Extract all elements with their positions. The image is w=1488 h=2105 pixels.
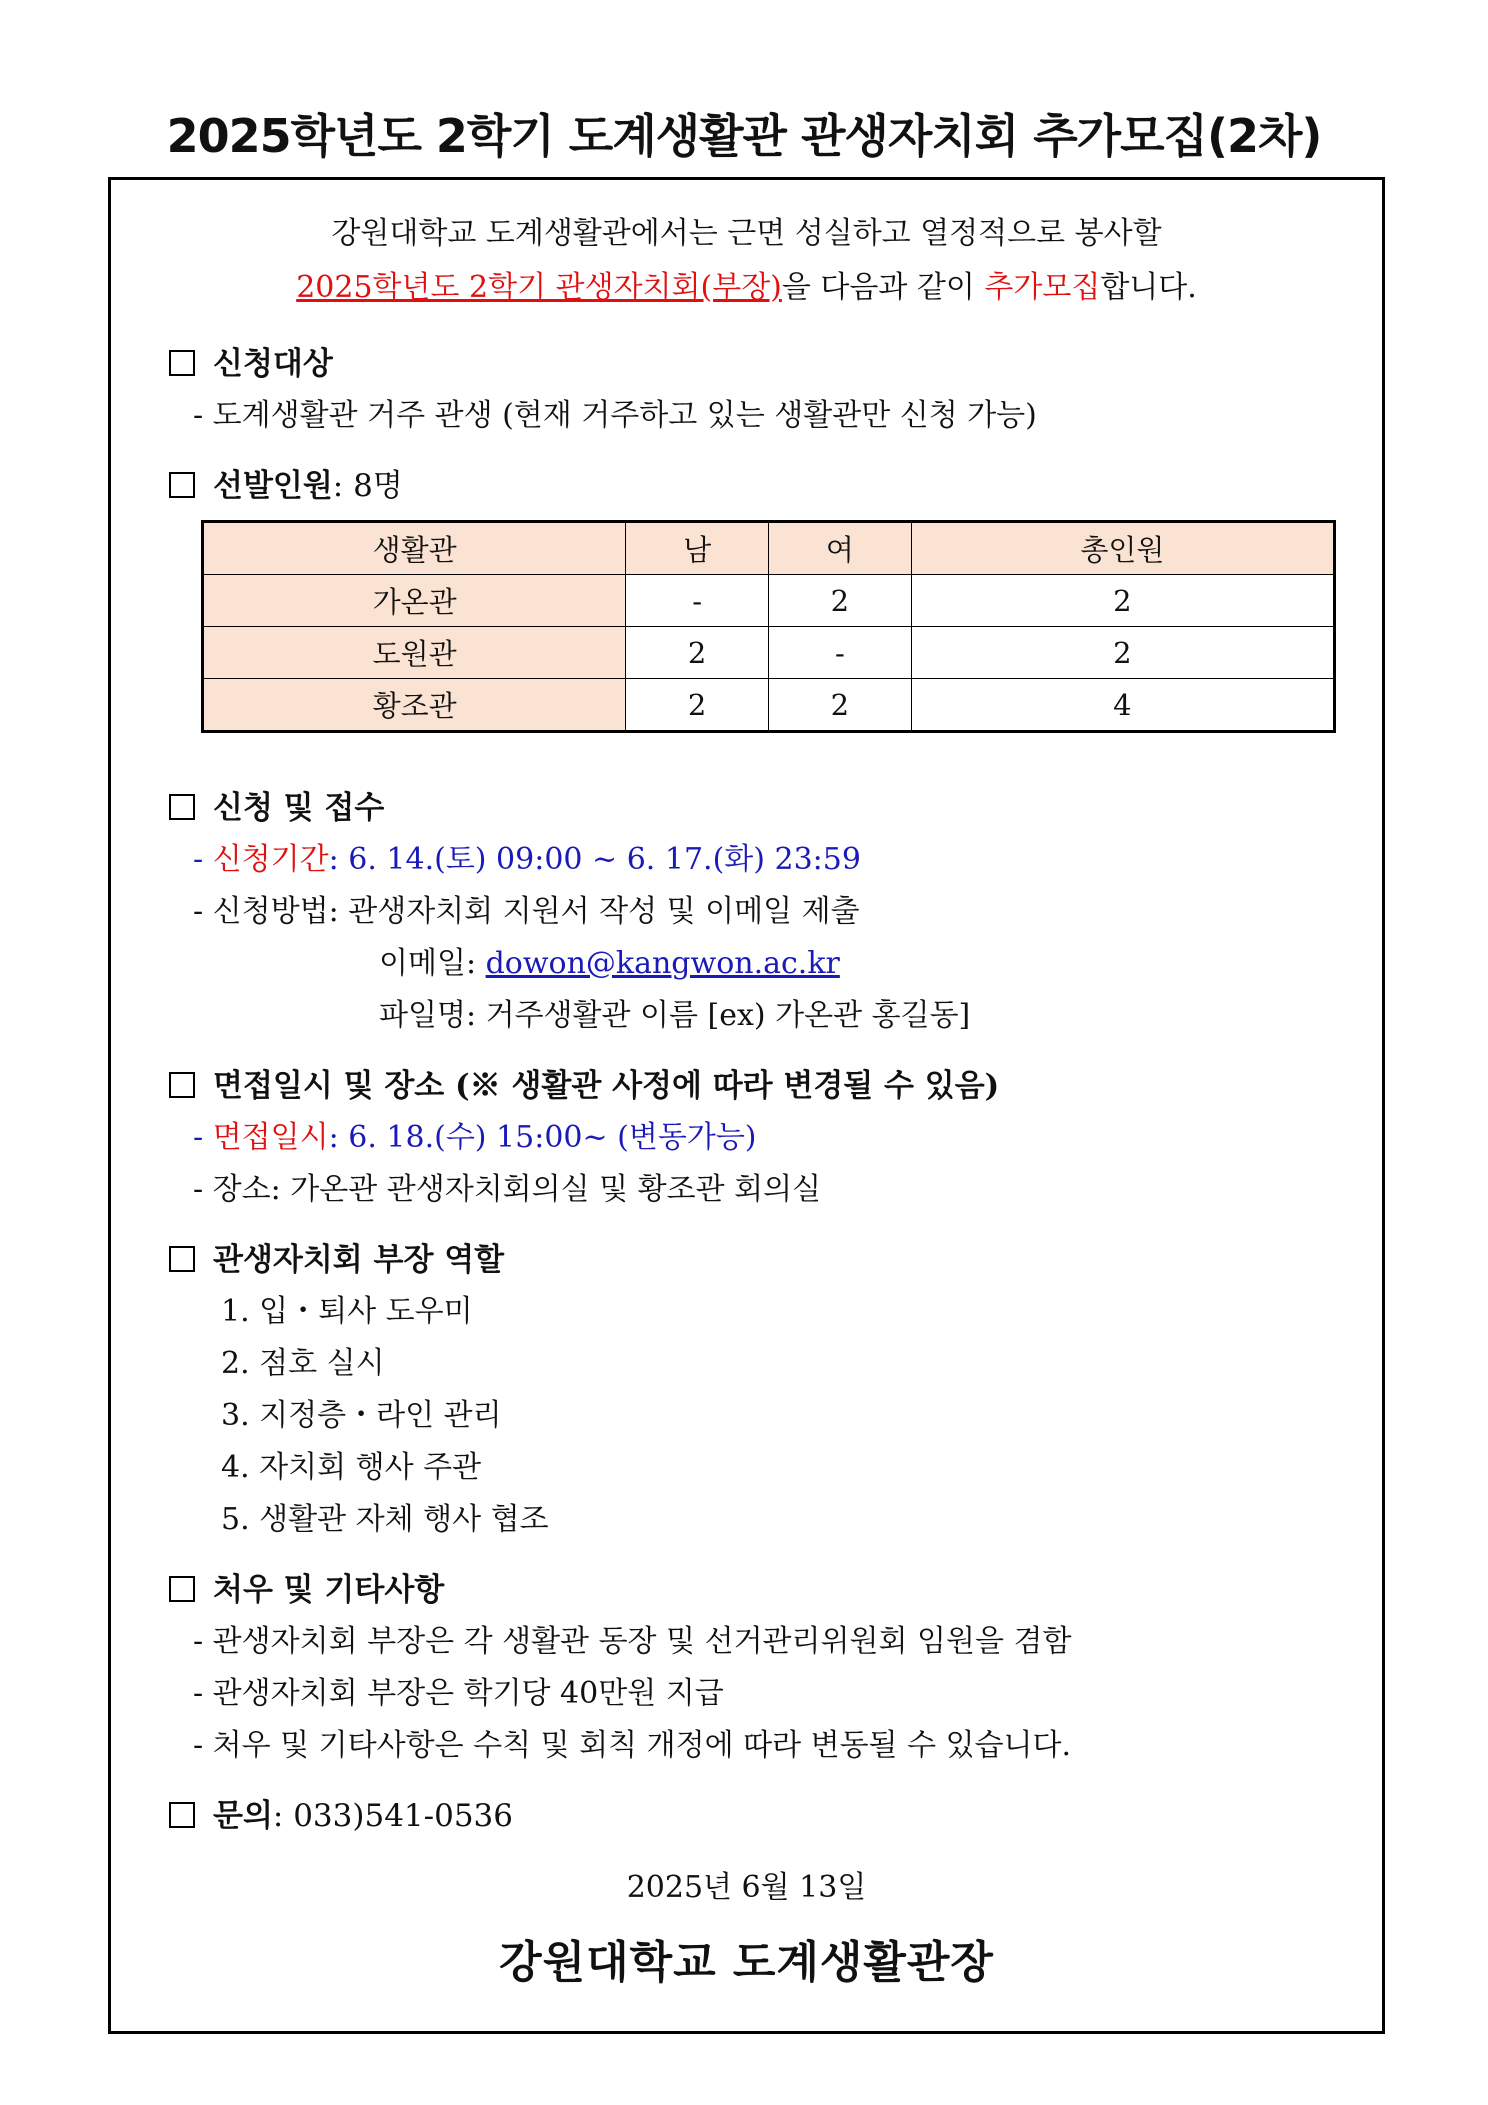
table-cell: 2 [911, 627, 1334, 679]
list-item: 5. 생활관 자체 행사 협조 [221, 1502, 549, 1537]
table-header-cell: 생활관 [203, 522, 626, 575]
checkbox-icon [169, 1072, 195, 1098]
email-link[interactable]: dowon@kangwon.ac.kr [485, 946, 840, 981]
table-row [203, 575, 1335, 627]
intro-highlight-2: 추가모집 [984, 270, 1101, 305]
section-eligibility [169, 338, 333, 383]
intro-line-2 [111, 262, 1382, 306]
recruitment-table [201, 520, 1336, 733]
checkbox-icon [169, 794, 195, 820]
checkbox-icon [169, 1246, 195, 1272]
notice-date: 2025년 6월 13일 [626, 1870, 867, 1905]
signature: 강원대학교 도계생활관장 [499, 1937, 994, 1988]
contact-phone: : 033)541-0536 [272, 1798, 514, 1834]
table-cell: 가온관 [203, 575, 626, 627]
section-heading: 면접일시 및 장소 [213, 1068, 445, 1104]
interview-place: - 장소: 가온관 관생자치회의실 및 황조관 회의실 [193, 1172, 822, 1207]
apply-period-dash: - [193, 842, 213, 877]
intro-end: 합니다. [1100, 270, 1197, 305]
list-item: 4. 자치회 행사 주관 [221, 1450, 482, 1485]
checkbox-icon [169, 1802, 195, 1828]
section-heading: 신청 및 접수 [213, 790, 385, 826]
table-cell: 도원관 [203, 627, 626, 679]
table-cell: 2 [911, 575, 1334, 627]
section-benefits [169, 1564, 444, 1609]
interview-date-label: 면접일시 [212, 1120, 329, 1155]
section-contact [169, 1790, 513, 1835]
intro-highlight: 2025학년도 2학기 관생자치회(부장) [296, 270, 782, 305]
list-item: 1. 입・퇴사 도우미 [221, 1294, 473, 1329]
section-roles [169, 1234, 504, 1279]
table-cell: 2 [768, 575, 911, 627]
checkbox-icon [169, 350, 195, 376]
section-apply [169, 782, 384, 827]
table-header-cell: 남 [626, 522, 769, 575]
interview-date-dash: - [193, 1120, 213, 1155]
intro-mid: 을 다음과 같이 [781, 270, 985, 305]
email-label: 이메일: [379, 946, 486, 981]
interview-note: (※ 생활관 사정에 따라 변경될 수 있음) [444, 1068, 1000, 1104]
section-interview [169, 1060, 999, 1105]
table-cell: 황조관 [203, 679, 626, 732]
notice-frame [108, 177, 1385, 2034]
table-cell: 2 [626, 679, 769, 732]
apply-period [193, 834, 861, 878]
page-title: 2025학년도 2학기 도계생활관 관생자치회 추가모집(2차) [166, 109, 1322, 163]
quota-value: : 8명 [332, 468, 403, 504]
table-header-cell: 총인원 [911, 522, 1334, 575]
table-row [203, 627, 1335, 679]
table-header-cell: 여 [768, 522, 911, 575]
section-quota [169, 460, 403, 505]
table-cell: - [768, 627, 911, 679]
section-heading: 문의 [213, 1798, 273, 1834]
table-cell: 2 [768, 679, 911, 732]
list-item: 2. 점호 실시 [221, 1346, 385, 1381]
eligibility-line: - 도계생활관 거주 관생 (현재 거주하고 있는 생활관만 신청 가능) [193, 398, 1037, 433]
table-cell: 4 [911, 679, 1334, 732]
list-item: 3. 지정층・라인 관리 [221, 1398, 502, 1433]
apply-email [379, 938, 840, 982]
table-cell: - [626, 575, 769, 627]
section-heading: 신청대상 [213, 346, 333, 382]
table-header-row [203, 522, 1335, 575]
section-heading: 관생자치회 부장 역할 [213, 1242, 505, 1278]
checkbox-icon [169, 1576, 195, 1602]
table-row [203, 679, 1335, 732]
apply-period-label: 신청기간 [212, 842, 329, 877]
list-item: - 처우 및 기타사항은 수칙 및 회칙 개정에 따라 변동될 수 있습니다. [193, 1728, 1072, 1763]
apply-filename: 파일명: 거주생활관 이름 [ex) 가온관 홍길동] [379, 998, 971, 1033]
intro-line-1: 강원대학교 도계생활관에서는 근면 성실하고 열정적으로 봉사할 [331, 216, 1162, 251]
checkbox-icon [169, 472, 195, 498]
table-cell: 2 [626, 627, 769, 679]
apply-period-value: : 6. 14.(토) 09:00 ~ 6. 17.(화) 23:59 [328, 842, 861, 877]
section-heading: 선발인원 [213, 468, 333, 504]
list-item: - 관생자치회 부장은 학기당 40만원 지급 [193, 1676, 724, 1711]
interview-date-value: : 6. 18.(수) 15:00~ (변동가능) [328, 1120, 757, 1155]
apply-method: - 신청방법: 관생자치회 지원서 작성 및 이메일 제출 [193, 894, 860, 929]
interview-date [193, 1112, 757, 1156]
list-item: - 관생자치회 부장은 각 생활관 동장 및 선거관리위원회 임원을 겸함 [193, 1624, 1072, 1659]
section-heading: 처우 및 기타사항 [213, 1572, 445, 1608]
